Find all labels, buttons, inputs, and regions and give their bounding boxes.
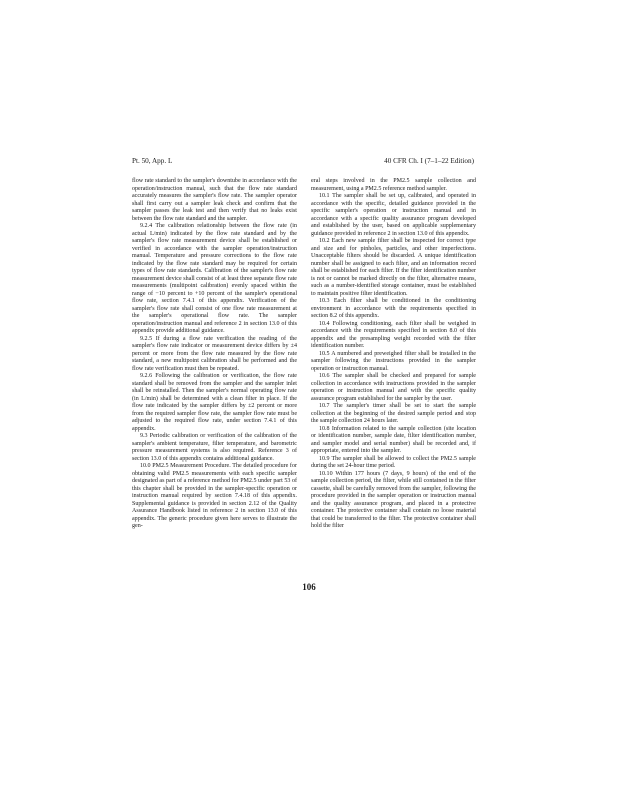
right-text-column [311, 178, 476, 531]
paragraph: 10.9 The sampler shall be allowed to collect the PM2.5 sample during the set 24-hour time period. [311, 455, 476, 469]
paragraph: 10.7 The sampler's timer shall be set to start the sample collection at the beginning of the desired sample period and stop the sample collection 24 hours later. [311, 403, 476, 424]
paragraph: 10.6 The sampler shall be checked and prepared for sample collection in accordance with instructions provided in the sampler operation or instruction manual and with the specific quality assurance program established for the sampler by the user. [311, 373, 476, 402]
left-text-column [132, 178, 297, 531]
header-section-ref: Pt. 50, App. L [132, 157, 173, 165]
paragraph: 10.3 Each filter shall be conditioned in the conditioning environment in accordance with the requirements specified in section 8.2 of this appendix. [311, 298, 476, 319]
paragraph: 10.2 Each new sample filter shall be inspected for correct type and size and for pinholes, particles, and other imperfections. Unacceptable filters should be discarded. A unique identification number shall be assigned to each filter, and an information record shall be established for each filter. If the filter identification number is not or cannot be marked directly on the filter, alternative means, such as a number-identified storage container, must be established to maintain positive filter identification. [311, 238, 476, 297]
header-cfr-edition: 40 CFR Ch. I (7–1–22 Edition) [384, 157, 474, 165]
paragraph: 10.10 Within 177 hours (7 days, 9 hours) of the end of the sample collection period, the filter, while still contained in the filter cassette, shall be carefully removed from the sampler, following the procedure provided in the sampler operation or instruction manual and the quality assurance program, and placed in a protective container. The protective container shall contain no loose material that could be transferred to the filter. The protective container shall hold the filter [311, 470, 476, 529]
page-number: 106 [302, 582, 316, 592]
paragraph: 9.2.6 Following the calibration or verification, the flow rate standard shall be removed from the sampler and the sampler inlet shall be reinstalled. Then the sampler's normal operating flow rate (in L/min) shall be determined with a clean filter in place. If the flow rate indicated by the sampler differs by ±2 percent or more from the required sampler flow rate, the sampler flow rate must be adjusted to the required flow rate, under section 7.4.1 of this appendix. [132, 373, 297, 432]
paragraph: 9.3 Periodic calibration or verification of the calibration of the sampler's ambient temperature, filter temperature, and barometric pressure measurement systems is also required. Reference 3 of section 13.0 of this appendix contains additional guidance. [132, 433, 297, 462]
paragraph: 10.5 A numbered and preweighed filter shall be installed in the sampler following the instructions provided in the sampler operation or instruction manual. [311, 350, 476, 372]
paragraph: 10.8 Information related to the sample collection (site location or identification number, sample date, filter identification number, and sampler model and serial number) shall be recorded and, if appropriate, entered into the sampler. [311, 425, 476, 454]
paragraph: 9.2.5 If during a flow rate verification the reading of the sampler's flow rate indicator or measurement device differs by ±4 percent or more from the flow rate measured by the flow rate standard, a new multipoint calibration shall be performed and the flow rate verification must then be repeated. [132, 335, 297, 372]
paragraph: 9.2.4 The calibration relationship between the flow rate (in actual L/min) indicated by the flow rate standard and by the sampler's flow rate measurement device shall be established or verified in accordance with the sampler operation/instruction manual. Temperature and pressure corrections to the flow rate indicated by the flow rate standard may be required for certain types of flow rate standards. Calibration of the sampler's flow rate measurement device shall consist of at least three separate flow rate measurements (multipoint calibration) evenly spaced within the range of −10 percent to +10 percent of the sampler's operational flow rate, section 7.4.1 of this appendix. Verification of the sampler's flow rate shall consist of one flow rate measurement at the sampler's operational flow rate. The sampler operation/instruction manual and reference 2 in section 13.0 of this appendix provide additional guidance. [132, 223, 297, 334]
paragraph: 10.4 Following conditioning, each filter shall be weighed in accordance with the requirements specified in section 8.0 of this appendix and the presampling weight recorded with the filter identification number. [311, 320, 476, 349]
paragraph: eral steps involved in the PM2.5 sample collection and measurement, using a PM2.5 reference method sampler. [311, 178, 476, 192]
paragraph: 10.1 The sampler shall be set up, calibrated, and operated in accordance with the specific, detailed guidance provided in the specific sampler's operation or instruction manual and in accordance with a specific quality assurance program developed and established by the user, based on applicable supplementary guidance provided in reference 2 in section 13.0 of this appendix. [311, 193, 476, 237]
paragraph: flow rate standard to the sampler's downtube in accordance with the operation/instruction manual, such that the flow rate standard accurately measures the sampler's flow rate. The sampler operator shall first carry out a sampler leak check and confirm that the sampler passes the leak test and then verify that no leaks exist between the flow rate standard and the sampler. [132, 178, 297, 222]
paragraph: 10.0 PM2.5 Measurement Procedure. The detailed procedure for obtaining valid PM2.5 measurements with each specific sampler designated as part of a reference method for PM2.5 under part 53 of this chapter shall be provided in the sampler-specific operation or instruction manual required by section 7.4.18 of this appendix. Supplemental guidance is provided in section 2.12 of the Quality Assurance Handbook listed in reference 2 in section 13.0 of this appendix. The generic procedure given here serves to illustrate the gen- [132, 463, 297, 529]
